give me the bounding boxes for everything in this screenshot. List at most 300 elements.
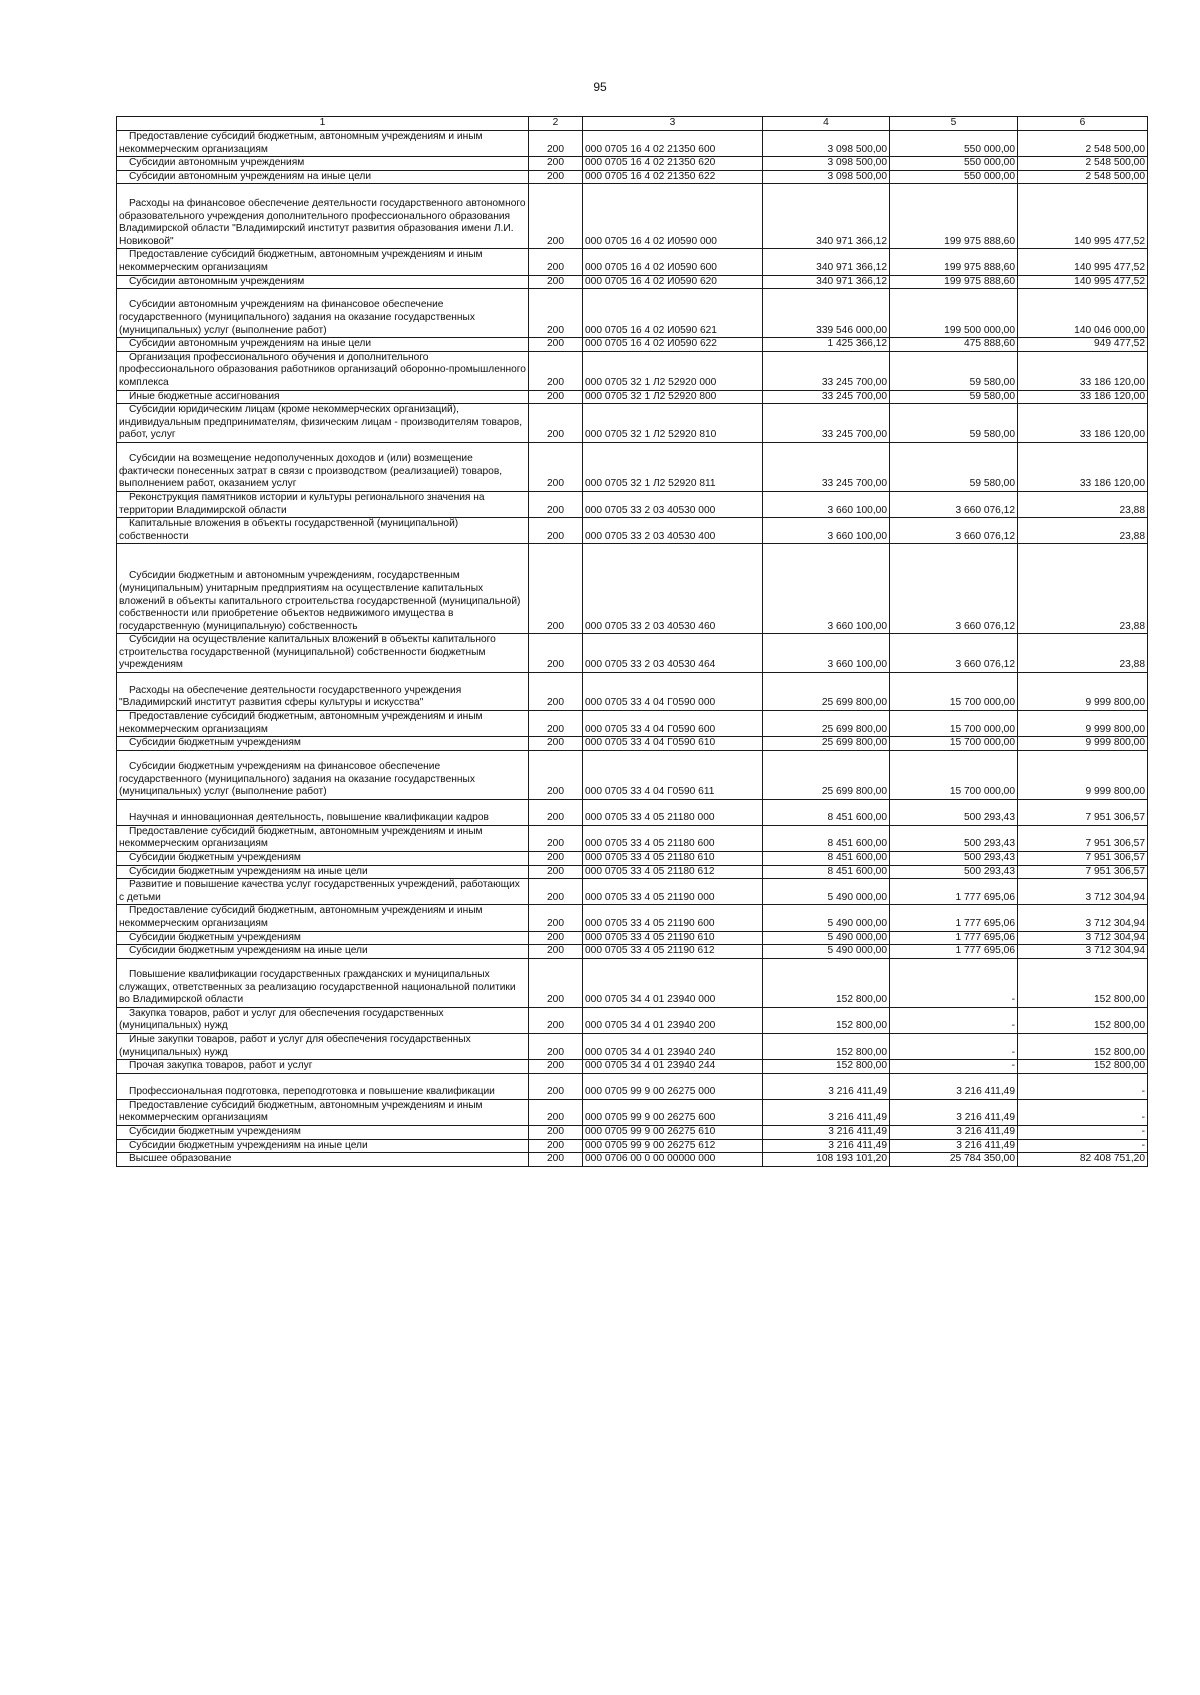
row-admin-code-cell: 200 [529, 1153, 583, 1167]
row-budget-code-cell: 000 0705 99 9 00 26275 612 [583, 1139, 763, 1153]
row-admin-code-cell: 200 [529, 865, 583, 879]
row-admin-code-cell: 200 [529, 544, 583, 634]
row-budget-code-cell: 000 0705 16 4 02 21350 622 [583, 170, 763, 184]
table-row [117, 1007, 1148, 1033]
row-budget-code-cell: 000 0705 33 4 05 21190 600 [583, 905, 763, 931]
row-amount-cell: 9 999 800,00 [1018, 737, 1148, 751]
row-admin-code-cell: 200 [529, 634, 583, 673]
row-amount-cell: - [1018, 1125, 1148, 1139]
row-name-text: Закупка товаров, работ и услуг для обеспечения государственных (муниципальных) нужд [119, 1007, 444, 1032]
row-amount-cell: 33 186 120,00 [1018, 390, 1148, 404]
table-row [117, 945, 1148, 959]
row-name-cell [117, 711, 529, 737]
row-name-cell [117, 865, 529, 879]
row-amount-cell: 8 451 600,00 [763, 799, 890, 825]
row-amount-cell: 3 216 411,49 [763, 1139, 890, 1153]
row-budget-code-cell: 000 0705 33 4 04 Г0590 610 [583, 737, 763, 751]
table-row [117, 750, 1148, 799]
row-name-text: Субсидии автономным учреждениям [129, 275, 305, 287]
row-amount-cell: 3 216 411,49 [763, 1073, 890, 1099]
row-amount-cell: 7 951 306,57 [1018, 799, 1148, 825]
row-amount-cell: 3 216 411,49 [890, 1139, 1018, 1153]
row-name-cell [117, 905, 529, 931]
row-name-text: Субсидии автономным учреждениям на иные цели [129, 338, 372, 350]
row-name-cell [117, 799, 529, 825]
row-admin-code-cell: 200 [529, 1125, 583, 1139]
row-admin-code-cell: 200 [529, 351, 583, 390]
row-amount-cell: 340 971 366,12 [763, 275, 890, 289]
row-amount-cell: - [890, 1007, 1018, 1033]
row-name-cell [117, 1007, 529, 1033]
row-name-cell [117, 931, 529, 945]
row-amount-cell: 59 580,00 [890, 351, 1018, 390]
row-amount-cell: 152 800,00 [1018, 1007, 1148, 1033]
row-budget-code-cell: 000 0705 33 4 04 Г0590 000 [583, 673, 763, 711]
table-row [117, 711, 1148, 737]
row-amount-cell: 500 293,43 [890, 865, 1018, 879]
row-budget-code-cell: 000 0705 33 4 05 21180 610 [583, 852, 763, 866]
row-budget-code-cell: 000 0705 33 2 03 40530 400 [583, 518, 763, 544]
row-name-text: Реконструкция памятников истории и культуры регионального значения на территории Владимирской области [119, 491, 485, 516]
row-amount-cell: 33 186 120,00 [1018, 351, 1148, 390]
row-amount-cell: 3 660 100,00 [763, 491, 890, 517]
row-amount-cell: 3 660 076,12 [890, 491, 1018, 517]
table-row [117, 825, 1148, 851]
row-name-text: Научная и инновационная деятельность, повышение квалификации кадров [129, 812, 489, 824]
table-row [117, 289, 1148, 338]
row-name-text: Предоставление субсидий бюджетным, автономным учреждениям и иным некоммерческим организациям [119, 131, 483, 155]
row-amount-cell: 15 700 000,00 [890, 737, 1018, 751]
row-admin-code-cell: 200 [529, 442, 583, 491]
column-header: 5 [890, 117, 1018, 131]
row-admin-code-cell: 200 [529, 518, 583, 544]
row-amount-cell: 3 660 076,12 [890, 634, 1018, 673]
row-budget-code-cell: 000 0705 32 1 Л2 52920 810 [583, 404, 763, 443]
row-amount-cell: 59 580,00 [890, 442, 1018, 491]
table-row [117, 1033, 1148, 1059]
row-name-text: Субсидии бюджетным учреждениям [129, 1125, 301, 1137]
row-admin-code-cell: 200 [529, 945, 583, 959]
row-amount-cell: 8 451 600,00 [763, 865, 890, 879]
row-admin-code-cell: 200 [529, 1099, 583, 1125]
row-name-cell [117, 249, 529, 275]
row-name-text: Предоставление субсидий бюджетным, автономным учреждениям и иным некоммерческим организациям [119, 1099, 483, 1124]
column-header: 2 [529, 117, 583, 131]
row-budget-code-cell: 000 0705 32 1 Л2 52920 811 [583, 442, 763, 491]
column-header: 1 [117, 117, 529, 131]
row-amount-cell: 152 800,00 [763, 958, 890, 1007]
row-amount-cell: 23,88 [1018, 518, 1148, 544]
row-amount-cell: 33 245 700,00 [763, 351, 890, 390]
row-name-text: Субсидии бюджетным учреждениям [129, 931, 301, 943]
row-amount-cell: 23,88 [1018, 634, 1148, 673]
table-row [117, 184, 1148, 249]
row-name-cell [117, 289, 529, 338]
row-name-cell [117, 879, 529, 905]
table-row [117, 131, 1148, 157]
row-budget-code-cell: 000 0705 16 4 02 И0590 621 [583, 289, 763, 338]
row-amount-cell: 152 800,00 [1018, 958, 1148, 1007]
row-budget-code-cell: 000 0705 99 9 00 26275 600 [583, 1099, 763, 1125]
row-amount-cell: 140 046 000,00 [1018, 289, 1148, 338]
row-budget-code-cell: 000 0705 32 1 Л2 52920 800 [583, 390, 763, 404]
row-name-cell [117, 157, 529, 171]
table-row [117, 275, 1148, 289]
row-amount-cell: 152 800,00 [763, 1033, 890, 1059]
row-admin-code-cell: 200 [529, 131, 583, 157]
row-amount-cell: 8 451 600,00 [763, 825, 890, 851]
row-name-text: Субсидии бюджетным учреждениям [129, 737, 301, 749]
row-name-cell [117, 275, 529, 289]
row-amount-cell: 5 490 000,00 [763, 879, 890, 905]
row-budget-code-cell: 000 0705 16 4 02 И0590 622 [583, 338, 763, 352]
row-amount-cell: 25 699 800,00 [763, 673, 890, 711]
row-name-cell [117, 442, 529, 491]
row-budget-code-cell: 000 0705 34 4 01 23940 240 [583, 1033, 763, 1059]
row-budget-code-cell: 000 0705 34 4 01 23940 000 [583, 958, 763, 1007]
row-budget-code-cell: 000 0705 33 2 03 40530 000 [583, 491, 763, 517]
row-amount-cell: 3 216 411,49 [763, 1099, 890, 1125]
row-name-text: Расходы на финансовое обеспечение деятельности государственного автономного образовательного учреждения дополнительного профессионального образования Владимирской области "Владимирский институт развития образования имени Л.И. Новиковой" [119, 198, 526, 247]
row-amount-cell: 2 548 500,00 [1018, 157, 1148, 171]
table-row [117, 157, 1148, 171]
row-admin-code-cell: 200 [529, 958, 583, 1007]
row-admin-code-cell: 200 [529, 879, 583, 905]
table-row [117, 170, 1148, 184]
row-name-cell [117, 737, 529, 751]
row-amount-cell: 3 098 500,00 [763, 131, 890, 157]
row-amount-cell: 152 800,00 [1018, 1033, 1148, 1059]
row-amount-cell: 8 451 600,00 [763, 852, 890, 866]
row-name-cell [117, 491, 529, 517]
row-name-cell [117, 184, 529, 249]
row-amount-cell: 33 245 700,00 [763, 390, 890, 404]
row-admin-code-cell: 200 [529, 1060, 583, 1074]
table-row [117, 1073, 1148, 1099]
row-amount-cell: 2 548 500,00 [1018, 170, 1148, 184]
column-header: 6 [1018, 117, 1148, 131]
row-amount-cell: 15 700 000,00 [890, 711, 1018, 737]
row-admin-code-cell: 200 [529, 390, 583, 404]
row-name-cell [117, 750, 529, 799]
row-amount-cell: 140 995 477,52 [1018, 275, 1148, 289]
row-amount-cell: 15 700 000,00 [890, 673, 1018, 711]
table-row [117, 737, 1148, 751]
row-amount-cell: 152 800,00 [763, 1007, 890, 1033]
row-amount-cell: 3 660 076,12 [890, 544, 1018, 634]
table-header [117, 117, 1148, 131]
row-amount-cell: 59 580,00 [890, 390, 1018, 404]
row-amount-cell: 152 800,00 [1018, 1060, 1148, 1074]
row-amount-cell: 3 712 304,94 [1018, 945, 1148, 959]
row-name-cell [117, 1139, 529, 1153]
row-budget-code-cell: 000 0705 33 2 03 40530 464 [583, 634, 763, 673]
row-amount-cell: 33 186 120,00 [1018, 404, 1148, 443]
row-amount-cell: 25 699 800,00 [763, 711, 890, 737]
row-admin-code-cell: 200 [529, 338, 583, 352]
table-row [117, 958, 1148, 1007]
row-name-text: Предоставление субсидий бюджетным, автономным учреждениям и иным некоммерческим организациям [119, 249, 483, 273]
row-name-text: Иные закупки товаров, работ и услуг для обеспечения государственных (муниципальных) нужд [119, 1033, 471, 1058]
row-amount-cell: 7 951 306,57 [1018, 825, 1148, 851]
table-row [117, 351, 1148, 390]
row-amount-cell: - [890, 1033, 1018, 1059]
row-amount-cell: 23,88 [1018, 491, 1148, 517]
row-name-cell [117, 170, 529, 184]
row-amount-cell: 500 293,43 [890, 852, 1018, 866]
row-amount-cell: 550 000,00 [890, 170, 1018, 184]
row-amount-cell: - [1018, 1139, 1148, 1153]
table-row [117, 879, 1148, 905]
row-admin-code-cell: 200 [529, 289, 583, 338]
row-amount-cell: 9 999 800,00 [1018, 673, 1148, 711]
row-name-cell [117, 1125, 529, 1139]
row-name-text: Предоставление субсидий бюджетным, автономным учреждениям и иным некоммерческим организациям [119, 905, 483, 929]
row-name-text: Повышение квалификации государственных гражданских и муниципальных служащих, ответственных за реализацию государственной национальной политики во Владимирской области [119, 969, 516, 1006]
row-amount-cell: 9 999 800,00 [1018, 750, 1148, 799]
table-row [117, 1153, 1148, 1167]
row-budget-code-cell: 000 0705 33 4 05 21190 610 [583, 931, 763, 945]
table-row [117, 865, 1148, 879]
row-amount-cell: 949 477,52 [1018, 338, 1148, 352]
row-name-text: Субсидии юридическим лицам (кроме некоммерческих организаций), индивидуальным предпринимателям, физическим лицам - производителям товаров, работ, услуг [119, 404, 523, 441]
row-budget-code-cell: 000 0705 16 4 02 21350 620 [583, 157, 763, 171]
row-admin-code-cell: 200 [529, 1033, 583, 1059]
row-budget-code-cell: 000 0705 34 4 01 23940 200 [583, 1007, 763, 1033]
table-row [117, 390, 1148, 404]
row-admin-code-cell: 200 [529, 825, 583, 851]
row-name-text: Предоставление субсидий бюджетным, автономным учреждениям и иным некоммерческим организациям [119, 711, 483, 735]
row-name-text: Организация профессионального обучения и дополнительного профессионального образования работников организаций оборонно-промышленного комплекса [119, 351, 526, 388]
row-admin-code-cell: 200 [529, 1073, 583, 1099]
row-amount-cell: 33 245 700,00 [763, 404, 890, 443]
row-amount-cell: 82 408 751,20 [1018, 1153, 1148, 1167]
row-amount-cell: 23,88 [1018, 544, 1148, 634]
row-amount-cell: 3 712 304,94 [1018, 905, 1148, 931]
row-amount-cell: 475 888,60 [890, 338, 1018, 352]
row-admin-code-cell: 200 [529, 711, 583, 737]
row-admin-code-cell: 200 [529, 170, 583, 184]
table-body [117, 131, 1148, 1167]
row-name-cell [117, 1060, 529, 1074]
column-header: 3 [583, 117, 763, 131]
row-amount-cell: 5 490 000,00 [763, 945, 890, 959]
row-amount-cell: 550 000,00 [890, 131, 1018, 157]
row-amount-cell: 59 580,00 [890, 404, 1018, 443]
row-amount-cell: 199 975 888,60 [890, 275, 1018, 289]
row-name-text: Капитальные вложения в объекты государственной (муниципальной) собственности [119, 518, 459, 542]
row-amount-cell: 108 193 101,20 [763, 1153, 890, 1167]
row-amount-cell: - [1018, 1099, 1148, 1125]
row-admin-code-cell: 200 [529, 799, 583, 825]
row-budget-code-cell: 000 0705 33 4 05 21180 600 [583, 825, 763, 851]
table-row [117, 852, 1148, 866]
row-amount-cell: 7 951 306,57 [1018, 852, 1148, 866]
row-name-text: Субсидии бюджетным учреждениям на иные цели [129, 865, 368, 877]
table-row [117, 442, 1148, 491]
row-name-text: Расходы на обеспечение деятельности государственного учреждения "Владимирский институт развития сферы культуры и искусства" [119, 684, 462, 709]
row-admin-code-cell: 200 [529, 1139, 583, 1153]
table-row [117, 404, 1148, 443]
row-amount-cell: 3 216 411,49 [890, 1073, 1018, 1099]
row-admin-code-cell: 200 [529, 157, 583, 171]
row-amount-cell: 3 098 500,00 [763, 157, 890, 171]
row-amount-cell: 3 660 100,00 [763, 634, 890, 673]
row-amount-cell: 3 098 500,00 [763, 170, 890, 184]
row-name-cell [117, 1033, 529, 1059]
row-amount-cell: 340 971 366,12 [763, 184, 890, 249]
row-name-text: Высшее образование [129, 1153, 232, 1165]
page-number: 95 [593, 80, 607, 94]
row-amount-cell: 339 546 000,00 [763, 289, 890, 338]
row-budget-code-cell: 000 0705 33 4 05 21180 000 [583, 799, 763, 825]
row-admin-code-cell: 200 [529, 404, 583, 443]
row-budget-code-cell: 000 0705 16 4 02 И0590 620 [583, 275, 763, 289]
row-budget-code-cell: 000 0705 33 4 05 21180 612 [583, 865, 763, 879]
row-amount-cell: 3 712 304,94 [1018, 931, 1148, 945]
row-amount-cell: 3 660 100,00 [763, 518, 890, 544]
row-budget-code-cell: 000 0705 33 2 03 40530 460 [583, 544, 763, 634]
row-name-text: Субсидии бюджетным учреждениям на финансовое обеспечение государственного (муниципального) задания на оказание государственных (муниципальных) услуг (выполнение работ) [119, 761, 475, 798]
row-amount-cell: 3 216 411,49 [763, 1125, 890, 1139]
row-name-cell [117, 1073, 529, 1099]
row-name-cell [117, 852, 529, 866]
row-amount-cell: 3 660 100,00 [763, 544, 890, 634]
row-name-cell [117, 518, 529, 544]
row-admin-code-cell: 200 [529, 931, 583, 945]
row-name-cell [117, 673, 529, 711]
row-amount-cell: - [1018, 1073, 1148, 1099]
row-amount-cell: 7 951 306,57 [1018, 865, 1148, 879]
row-name-text: Предоставление субсидий бюджетным, автономным учреждениям и иным некоммерческим организациям [119, 825, 483, 850]
row-name-text: Иные бюджетные ассигнования [129, 390, 280, 402]
row-amount-cell: - [890, 1060, 1018, 1074]
table-row [117, 249, 1148, 275]
row-name-cell [117, 404, 529, 443]
row-name-cell [117, 958, 529, 1007]
row-budget-code-cell: 000 0706 00 0 00 00000 000 [583, 1153, 763, 1167]
row-amount-cell: - [890, 958, 1018, 1007]
row-name-cell [117, 945, 529, 959]
row-name-text: Субсидии бюджетным и автономным учреждениям, государственным (муниципальным) унитарным предприятиям на осуществление капитальных вложений в объекты капитального строительства государственной (муниципальной) собственности или приобретение объектов недвижимого имущества в государственную (муниципальную) собственность [119, 570, 521, 632]
row-amount-cell: 1 777 695,06 [890, 905, 1018, 931]
row-admin-code-cell: 200 [529, 737, 583, 751]
row-amount-cell: 5 490 000,00 [763, 931, 890, 945]
row-amount-cell: 152 800,00 [763, 1060, 890, 1074]
row-name-text: Субсидии бюджетным учреждениям на иные цели [129, 945, 368, 957]
row-amount-cell: 3 660 076,12 [890, 518, 1018, 544]
row-name-cell [117, 131, 529, 157]
row-amount-cell: 25 699 800,00 [763, 737, 890, 751]
row-budget-code-cell: 000 0705 34 4 01 23940 244 [583, 1060, 763, 1074]
column-header: 4 [763, 117, 890, 131]
row-admin-code-cell: 200 [529, 750, 583, 799]
row-budget-code-cell: 000 0705 16 4 02 21350 600 [583, 131, 763, 157]
row-name-text: Прочая закупка товаров, работ и услуг [129, 1060, 313, 1072]
row-amount-cell: 1 777 695,06 [890, 931, 1018, 945]
row-amount-cell: 140 995 477,52 [1018, 184, 1148, 249]
table-row [117, 634, 1148, 673]
row-budget-code-cell: 000 0705 33 4 05 21190 612 [583, 945, 763, 959]
row-amount-cell: 1 777 695,06 [890, 879, 1018, 905]
table-row [117, 1139, 1148, 1153]
row-budget-code-cell: 000 0705 99 9 00 26275 610 [583, 1125, 763, 1139]
row-amount-cell: 25 784 350,00 [890, 1153, 1018, 1167]
row-budget-code-cell: 000 0705 33 4 05 21190 000 [583, 879, 763, 905]
row-budget-code-cell: 000 0705 33 4 04 Г0590 600 [583, 711, 763, 737]
row-name-text: Субсидии автономным учреждениям на иные цели [129, 170, 372, 182]
row-admin-code-cell: 200 [529, 673, 583, 711]
row-name-text: Субсидии автономным учреждениям [129, 157, 305, 169]
row-budget-code-cell: 000 0705 16 4 02 И0590 000 [583, 184, 763, 249]
row-name-text: Развитие и повышение качества услуг государственных учреждений, работающих с детьми [119, 879, 520, 903]
row-admin-code-cell: 200 [529, 249, 583, 275]
row-amount-cell: 3 216 411,49 [890, 1125, 1018, 1139]
row-amount-cell: 25 699 800,00 [763, 750, 890, 799]
row-name-text: Субсидии автономным учреждениям на финансовое обеспечение государственного (муниципального) задания на оказание государственных (муниципальных) услуг (выполнение работ) [119, 299, 475, 336]
row-budget-code-cell: 000 0705 99 9 00 26275 000 [583, 1073, 763, 1099]
table-row [117, 1099, 1148, 1125]
budget-table [116, 116, 1148, 1167]
table-row [117, 518, 1148, 544]
row-admin-code-cell: 200 [529, 491, 583, 517]
row-amount-cell: 3 216 411,49 [890, 1099, 1018, 1125]
row-name-text: Субсидии бюджетным учреждениям на иные цели [129, 1139, 368, 1151]
row-name-cell [117, 1153, 529, 1167]
row-budget-code-cell: 000 0705 16 4 02 И0590 600 [583, 249, 763, 275]
row-name-text: Профессиональная подготовка, переподготовка и повышение квалификации [129, 1086, 495, 1098]
row-admin-code-cell: 200 [529, 1007, 583, 1033]
table-row [117, 673, 1148, 711]
row-name-cell [117, 390, 529, 404]
row-name-cell [117, 338, 529, 352]
table-row [117, 1060, 1148, 1074]
row-amount-cell: 199 500 000,00 [890, 289, 1018, 338]
row-amount-cell: 5 490 000,00 [763, 905, 890, 931]
row-name-cell [117, 634, 529, 673]
row-admin-code-cell: 200 [529, 905, 583, 931]
table-row [117, 905, 1148, 931]
row-amount-cell: 500 293,43 [890, 799, 1018, 825]
row-admin-code-cell: 200 [529, 852, 583, 866]
row-amount-cell: 500 293,43 [890, 825, 1018, 851]
row-amount-cell: 33 245 700,00 [763, 442, 890, 491]
row-amount-cell: 2 548 500,00 [1018, 131, 1148, 157]
row-name-cell [117, 825, 529, 851]
row-name-cell [117, 544, 529, 634]
table-row [117, 491, 1148, 517]
table-row [117, 799, 1148, 825]
row-amount-cell: 199 975 888,60 [890, 184, 1018, 249]
row-amount-cell: 1 425 366,12 [763, 338, 890, 352]
row-name-text: Субсидии на возмещение недополученных доходов и (или) возмещение фактически понесенных затрат в связи с производством (реализацией) товаров, выполнением работ, оказанием услуг [119, 453, 503, 490]
row-amount-cell: 340 971 366,12 [763, 249, 890, 275]
row-amount-cell: 9 999 800,00 [1018, 711, 1148, 737]
row-amount-cell: 1 777 695,06 [890, 945, 1018, 959]
row-name-cell [117, 351, 529, 390]
row-budget-code-cell: 000 0705 33 4 04 Г0590 611 [583, 750, 763, 799]
table-row [117, 338, 1148, 352]
row-amount-cell: 140 995 477,52 [1018, 249, 1148, 275]
row-name-cell [117, 1099, 529, 1125]
row-name-text: Субсидии бюджетным учреждениям [129, 852, 301, 864]
row-amount-cell: 199 975 888,60 [890, 249, 1018, 275]
row-admin-code-cell: 200 [529, 275, 583, 289]
row-amount-cell: 33 186 120,00 [1018, 442, 1148, 491]
row-budget-code-cell: 000 0705 32 1 Л2 52920 000 [583, 351, 763, 390]
row-amount-cell: 3 712 304,94 [1018, 879, 1148, 905]
table-row [117, 931, 1148, 945]
